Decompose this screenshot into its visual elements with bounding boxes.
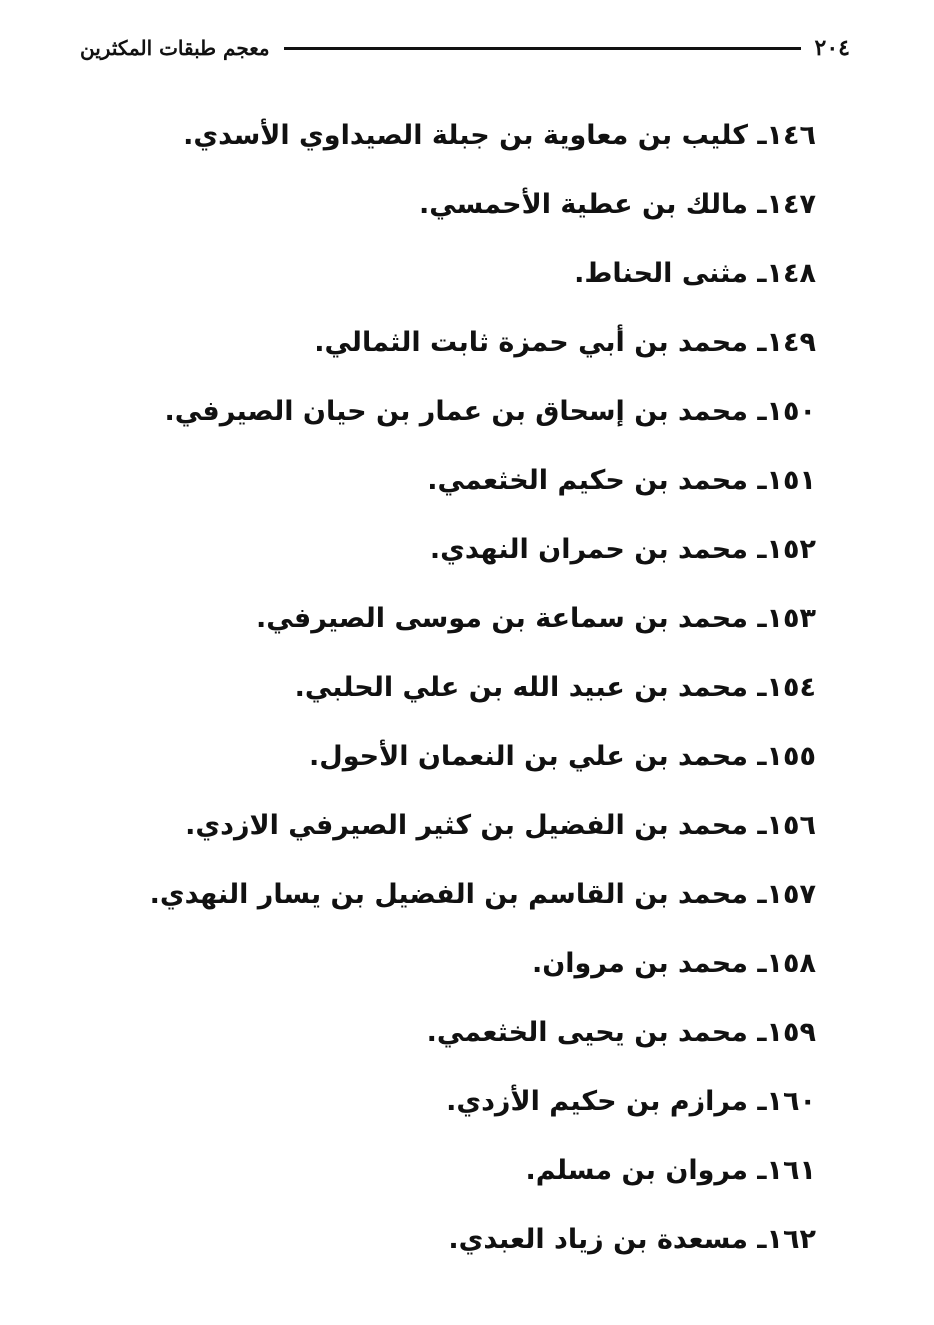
list-item: ١٤٦ـ كليب بن معاوية بن جبلة الصيداوي الأسدي. <box>183 120 816 151</box>
page-number: ٢٠٤ <box>814 35 850 61</box>
list-item: ١٤٩ـ محمد بن أبي حمزة ثابت الثمالي. <box>314 327 816 358</box>
entry-list <box>149 108 816 1281</box>
list-item: ١٤٨ـ مثنى الحناط. <box>574 258 816 289</box>
list-item: ١٥١ـ محمد بن حكيم الخثعمي. <box>427 465 816 496</box>
list-item: ١٥٦ـ محمد بن الفضيل بن كثير الصيرفي الازدي. <box>185 810 816 841</box>
list-item: ١٥٤ـ محمد بن عبيد الله بن علي الحلبي. <box>294 672 816 703</box>
list-item: ١٥٨ـ محمد بن مروان. <box>531 948 816 979</box>
list-item: ١٥٣ـ محمد بن سماعة بن موسى الصيرفي. <box>255 603 816 634</box>
list-item: ١٦٠ـ مرازم بن حكيم الأزدي. <box>446 1086 816 1117</box>
list-item: ١٥٥ـ محمد بن علي بن النعمان الأحول. <box>309 741 816 772</box>
list-item: ١٥٠ـ محمد بن إسحاق بن عمار بن حيان الصيرفي. <box>164 396 816 427</box>
list-item: ١٥٧ـ محمد بن القاسم بن الفضيل بن يسار النهدي. <box>149 879 816 910</box>
list-item: ١٤٧ـ مالك بن عطية الأحمسي. <box>419 189 816 220</box>
header-rule <box>284 47 801 50</box>
page-header <box>80 28 850 68</box>
running-title: معجم طبقات المكثرين <box>80 36 270 60</box>
list-item: ١٦٢ـ مسعدة بن زياد العبدي. <box>448 1224 816 1255</box>
list-item: ١٥٢ـ محمد بن حمران النهدي. <box>429 534 816 565</box>
list-item: ١٦١ـ مروان بن مسلم. <box>525 1155 816 1186</box>
list-item: ١٥٩ـ محمد بن يحيى الخثعمي. <box>426 1017 816 1048</box>
